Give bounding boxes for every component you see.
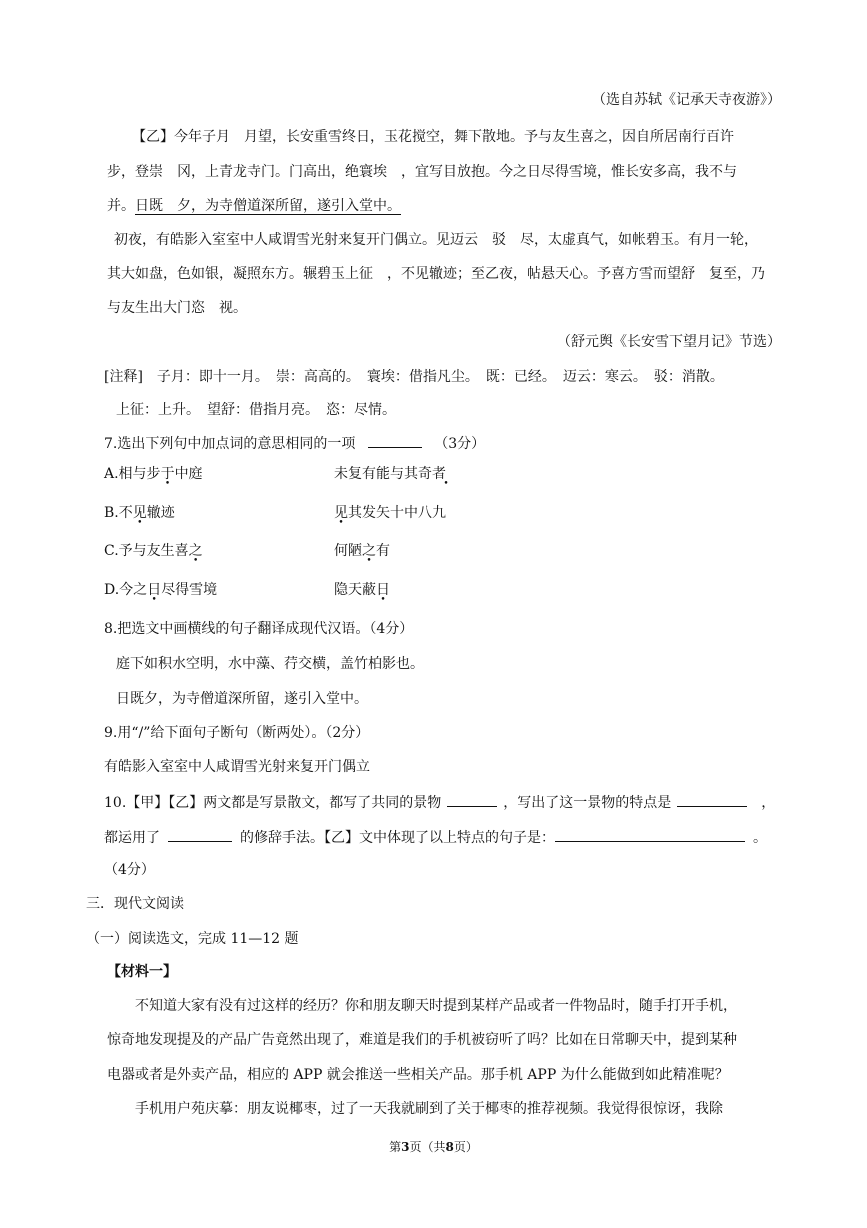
answer-blank[interactable] <box>677 792 747 807</box>
q7-option-d-left: D.今之日尽得雪境 <box>104 582 218 598</box>
text-segment: 并。 <box>107 198 135 214</box>
q10-score: （4分） <box>104 862 155 878</box>
section-heading-3: 三．现代文阅读 <box>86 896 184 912</box>
text-line: 【乙】今年子月 月望，长安重雪终日，玉花搅空，舞下散地。予与友生喜之，因自所居南行百许 <box>132 129 734 145</box>
text-line <box>107 196 401 216</box>
source-jia: （选自苏轼《记承天寺夜游》） <box>592 92 781 108</box>
q7-option-c-right: 何陋之有 <box>334 543 390 559</box>
q7-option-d-right: 隐天蔽日 <box>334 582 390 598</box>
text-line: 不知道大家有没有过这样的经历？你和朋友聊天时提到某样产品或者一件物品时，随手打开手机， <box>135 998 737 1014</box>
q8-sentence-1: 庭下如积水空明，水中藻、荇交横，盖竹柏影也。 <box>116 656 424 672</box>
notes-line: [注释] 子月：即十一月。 崇：高高的。 寰埃：借指凡尘。 既：已经。 迈云：寒云。 驳：消散。 <box>104 369 724 385</box>
q9-stem: 9.用“/”给下面句子断句（断两处）。（2分） <box>104 725 370 741</box>
underlined-sentence: 日既 夕，为寺僧道深所留，遂引入堂中。 <box>135 198 401 214</box>
q8-stem: 8.把选文中画横线的句子翻译成现代汉语。（4分） <box>104 621 414 637</box>
text-line: 与友生出大门恣 视。 <box>107 300 247 316</box>
subsection-heading-1: （一）阅读选文，完成 11—12 题 <box>86 931 299 947</box>
q7-option-a-left: A.相与步于中庭 <box>104 466 203 482</box>
text-line: 其大如盘，色如银，凝照东方。辗碧玉上征 ，不见辙迹；至乙夜，帖悬天心。予喜方雪而望舒 复至，乃 <box>107 266 765 282</box>
q7-stem <box>104 433 485 454</box>
text-line: 手机用户苑庆摹：朋友说椰枣，过了一天我就刷到了关于椰枣的推荐视频。我觉得很惊讶，我除 <box>135 1101 723 1117</box>
source-yi: （舒元舆《长安雪下望月记》节选） <box>557 334 781 350</box>
q7-score: （3分） <box>434 436 486 452</box>
q7-option-a-right: 未复有能与其奇者 <box>334 466 446 482</box>
notes-line: 上征：上升。 望舒：借指月亮。 恣：尽情。 <box>116 402 396 418</box>
q10-line-2: 都运用了 的修辞手法。【乙】文中体现了以上特点的句子是： 。 <box>104 827 767 848</box>
text-line: 电器或者是外卖产品，相应的 APP 就会推送一些相关产品。那手机 APP 为什么能做到如此精准呢？ <box>107 1067 729 1083</box>
answer-blank[interactable] <box>368 433 422 448</box>
material-1-heading: 【材料一】 <box>107 964 177 980</box>
q8-sentence-2: 日既夕，为寺僧道深所留，遂引入堂中。 <box>116 691 368 707</box>
q7-option-b-right: 见其发矢十中八九 <box>334 505 446 521</box>
text-line: 惊奇地发现提及的产品广告竟然出现了，难道是我们的手机被窃听了吗？比如在日常聊天中，提到某种 <box>107 1032 737 1048</box>
text-line: 初夜，有皓影入室室中人咸谓雪光射来复开门偶立。见迈云 驳 尽，太虚真气，如帐碧玉。有月一轮， <box>114 232 758 248</box>
answer-blank[interactable] <box>168 827 232 842</box>
q9-sentence: 有皓影入室室中人咸谓雪光射来复开门偶立 <box>104 759 370 775</box>
q10-line-1: 10.【甲】【乙】两文都是写景散文，都写了共同的景物 ，写出了这一景物的特点是 ， <box>104 792 775 813</box>
q7-option-b-left: B.不见辙迹 <box>104 505 175 521</box>
answer-blank[interactable] <box>447 792 497 807</box>
q7-stem-text: 7.选出下列句中加点词的意思相同的一项 <box>104 436 356 452</box>
answer-blank[interactable] <box>555 827 745 842</box>
page-footer: 第3页（共8页） <box>389 1140 478 1154</box>
text-line: 步，登崇 冈，上青龙寺门。门高出，绝寰埃 ，宜写目放抱。今之日尽得雪境，惟长安多高，我不与 <box>107 164 737 180</box>
q7-option-c-left: C.予与友生喜之 <box>104 543 203 559</box>
